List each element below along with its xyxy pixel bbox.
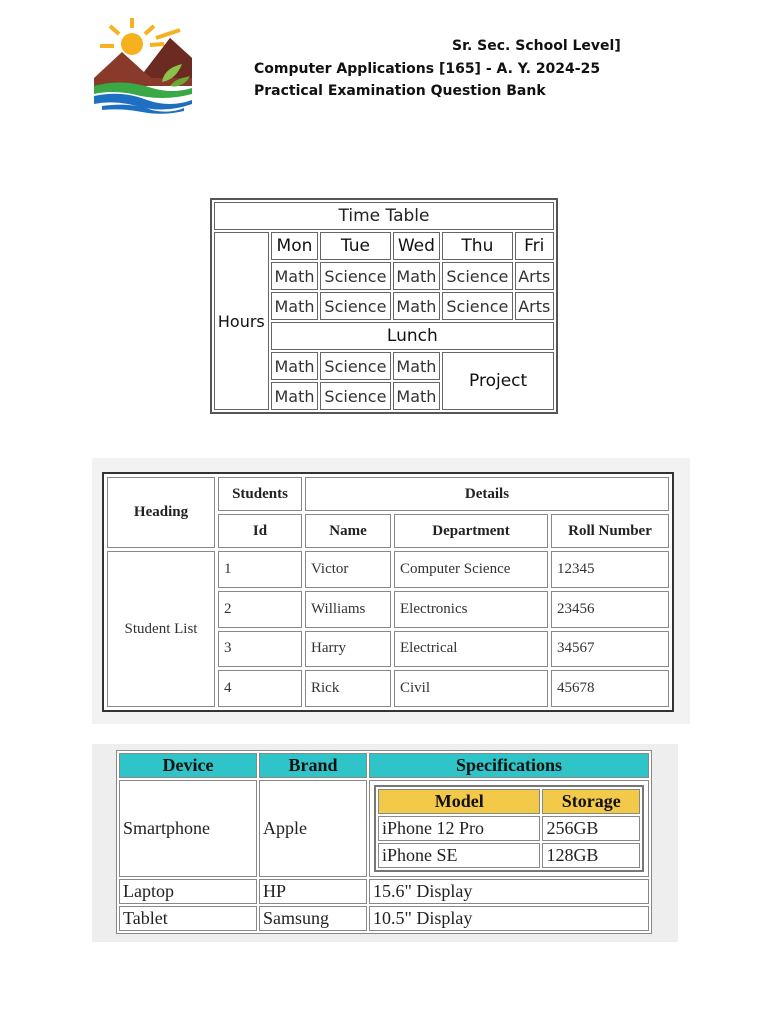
- id-cell: 2: [218, 591, 302, 628]
- storage-cell: 128GB: [542, 843, 640, 868]
- roll-number-cell: 45678: [551, 670, 669, 707]
- spec-header: Storage: [542, 789, 640, 814]
- timetable: [210, 198, 558, 414]
- column-header: Name: [305, 514, 391, 548]
- day-header: Fri: [515, 232, 554, 260]
- subject-cell: Science: [320, 382, 390, 410]
- brand-cell: Apple: [259, 780, 367, 877]
- table-row: [378, 816, 640, 841]
- department-cell: Computer Science: [394, 551, 548, 588]
- devices-panel: [92, 744, 678, 942]
- lunch-cell: Lunch: [271, 322, 554, 350]
- column-header: Department: [394, 514, 548, 548]
- table-row: [119, 879, 649, 904]
- devices-table: [116, 750, 652, 934]
- subject-cell: Science: [320, 262, 390, 290]
- spec-cell: 15.6" Display: [369, 879, 649, 904]
- model-cell: iPhone SE: [378, 843, 540, 868]
- table-row: [378, 843, 640, 868]
- subject-cell: Science: [442, 262, 512, 290]
- name-cell: Victor: [305, 551, 391, 588]
- name-cell: Rick: [305, 670, 391, 707]
- model-cell: iPhone 12 Pro: [378, 816, 540, 841]
- subject-cell: Math: [393, 382, 441, 410]
- timetable-caption: Time Table: [214, 202, 554, 230]
- subject-cell: Arts: [515, 292, 554, 320]
- spec-header: Model: [378, 789, 540, 814]
- id-cell: 3: [218, 631, 302, 668]
- department-cell: Civil: [394, 670, 548, 707]
- specs-table: [374, 785, 644, 872]
- subject-cell: Science: [320, 352, 390, 380]
- details-header: Details: [305, 477, 669, 511]
- students-panel: [92, 458, 690, 724]
- column-header: Device: [119, 753, 257, 778]
- brand-cell: HP: [259, 879, 367, 904]
- specifications-cell: [369, 780, 649, 877]
- subject-cell: Math: [393, 352, 441, 380]
- subject-cell: Science: [442, 292, 512, 320]
- day-header: Wed: [393, 232, 441, 260]
- id-cell: 1: [218, 551, 302, 588]
- department-cell: Electrical: [394, 631, 548, 668]
- subject-cell: Math: [393, 292, 441, 320]
- subject-cell: Arts: [515, 262, 554, 290]
- roll-number-cell: 23456: [551, 591, 669, 628]
- day-header: Mon: [271, 232, 319, 260]
- device-cell: Tablet: [119, 906, 257, 931]
- column-header: Id: [218, 514, 302, 548]
- device-cell: Laptop: [119, 879, 257, 904]
- header-title: Practical Examination Question Bank: [254, 83, 546, 99]
- name-cell: Williams: [305, 591, 391, 628]
- day-header: Tue: [320, 232, 390, 260]
- school-logo-icon: [92, 16, 194, 114]
- name-cell: Harry: [305, 631, 391, 668]
- roll-number-cell: 34567: [551, 631, 669, 668]
- subject-cell: Math: [271, 352, 319, 380]
- column-header: Specifications: [369, 753, 649, 778]
- storage-cell: 256GB: [542, 816, 640, 841]
- id-cell: 4: [218, 670, 302, 707]
- header-level: Sr. Sec. School Level]: [452, 38, 621, 54]
- students-table: [102, 472, 674, 712]
- roll-number-cell: 12345: [551, 551, 669, 588]
- student-list-label: Student List: [107, 551, 215, 707]
- table-row: [119, 906, 649, 931]
- subject-cell: Math: [271, 292, 319, 320]
- spec-cell: 10.5" Display: [369, 906, 649, 931]
- device-cell: Smartphone: [119, 780, 257, 877]
- header-subject: Computer Applications [165] - A. Y. 2024-25: [254, 61, 601, 77]
- subject-cell: Math: [393, 262, 441, 290]
- table-row: [107, 551, 669, 588]
- project-cell: Project: [442, 352, 554, 410]
- students-header: Students: [218, 477, 302, 511]
- heading-cell: Heading: [107, 477, 215, 548]
- subject-cell: Science: [320, 292, 390, 320]
- subject-cell: Math: [271, 262, 319, 290]
- day-header: Thu: [442, 232, 512, 260]
- subject-cell: Math: [271, 382, 319, 410]
- brand-cell: Samsung: [259, 906, 367, 931]
- table-row: [119, 780, 649, 877]
- column-header: Roll Number: [551, 514, 669, 548]
- column-header: Brand: [259, 753, 367, 778]
- hours-label: Hours: [214, 232, 269, 410]
- department-cell: Electronics: [394, 591, 548, 628]
